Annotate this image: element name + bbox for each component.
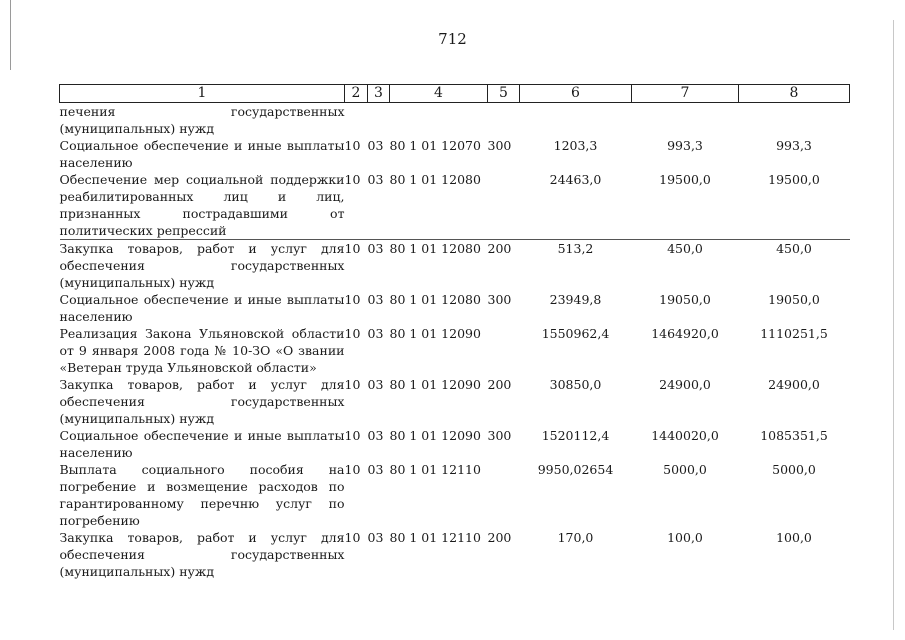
cell-amount-7: 993,3 xyxy=(667,138,703,153)
cell-amount-7: 24900,0 xyxy=(659,377,711,392)
cell-subsection: 03 xyxy=(367,241,384,256)
cell-section: 10 xyxy=(344,377,361,392)
table-row xyxy=(60,325,850,376)
cell-subsection: 03 xyxy=(367,138,384,153)
scan-border-right xyxy=(893,20,894,630)
cell-amount-6: 513,2 xyxy=(557,241,594,256)
cell-expense-type: 200 xyxy=(487,377,512,392)
cell-amount-8: 19050,0 xyxy=(768,292,820,307)
cell-subsection: 03 xyxy=(368,171,390,240)
row-description: Закупка товаров, работ и услуг для обеспечения государственных (муниципальных) нужд xyxy=(59,530,345,579)
cell-amount-7: 5000,0 xyxy=(663,462,707,477)
cell-target-code: 80 1 01 12080 xyxy=(389,241,481,256)
cell-target-code: 80 1 01 12070 xyxy=(389,138,481,153)
cell-target-code: 80 1 01 12080 xyxy=(389,292,481,307)
row-description: Реализация Закона Ульяновской области от 9 января 2008 года № 10-ЗО «О звании «Ветеран труда Ульяновской области» xyxy=(59,326,345,375)
cell-amount-7: 19500,0 xyxy=(632,171,739,240)
cell-amount-6: 1550962,4 xyxy=(541,326,610,341)
cell-subsection: 03 xyxy=(367,377,384,392)
cell-amount-8 xyxy=(739,103,850,138)
column-header: 4 xyxy=(390,85,488,103)
cell-target-code: 80 1 01 12090 xyxy=(389,428,481,443)
cell-amount-8: 993,3 xyxy=(776,138,812,153)
cell-expense-type: 200 xyxy=(487,241,512,256)
column-header: 2 xyxy=(345,85,368,103)
cell-amount-8: 19500,0 xyxy=(739,171,850,240)
cell-subsection xyxy=(368,103,390,138)
row-description: печения государственных (муниципальных) нужд xyxy=(59,104,345,136)
scan-border-left xyxy=(10,0,11,70)
cell-section: 10 xyxy=(344,462,361,477)
row-description: Закупка товаров, работ и услуг для обеспечения государственных (муниципальных) нужд xyxy=(59,377,345,426)
row-description: Обеспечение мер социальной поддержки реабилитированных лиц и лиц, признанных пострадавшими от политических репрессий xyxy=(59,172,345,238)
column-header: 1 xyxy=(60,85,345,103)
table-row xyxy=(60,171,850,240)
column-header: 5 xyxy=(488,85,520,103)
cell-amount-8: 5000,0 xyxy=(772,462,816,477)
cell-expense-type xyxy=(488,103,520,138)
table-row xyxy=(60,137,850,171)
row-description: Закупка товаров, работ и услуг для обеспечения государственных (муниципальных) нужд xyxy=(59,241,345,290)
cell-section: 10 xyxy=(345,171,368,240)
cell-section: 10 xyxy=(344,428,361,443)
table-row xyxy=(60,376,850,427)
table-row xyxy=(60,240,850,292)
row-description: Социальное обеспечение и иные выплаты населению xyxy=(59,138,345,170)
cell-subsection: 03 xyxy=(367,530,384,545)
cell-subsection: 03 xyxy=(367,326,384,341)
cell-expense-type xyxy=(488,171,520,240)
cell-amount-7: 100,0 xyxy=(667,530,703,545)
table-row xyxy=(60,461,850,529)
cell-target-code: 80 1 01 12110 xyxy=(389,530,481,545)
cell-target-code: 80 1 01 12090 xyxy=(389,377,481,392)
cell-target-code: 80 1 01 12080 xyxy=(390,171,488,240)
cell-amount-7: 1464920,0 xyxy=(651,326,719,341)
cell-amount-6 xyxy=(520,103,632,138)
cell-amount-7 xyxy=(632,103,739,138)
row-description: Социальное обеспечение и иные выплаты населению xyxy=(59,428,345,460)
cell-section: 10 xyxy=(344,326,361,341)
cell-amount-8: 1110251,5 xyxy=(760,326,828,341)
cell-amount-8: 100,0 xyxy=(776,530,812,545)
cell-amount-7: 19050,0 xyxy=(659,292,711,307)
cell-target-code: 80 1 01 12090 xyxy=(389,326,481,341)
cell-amount-6: 30850,0 xyxy=(549,377,602,392)
column-header: 6 xyxy=(520,85,632,103)
cell-expense-type xyxy=(488,461,520,529)
cell-expense-type: 300 xyxy=(487,428,512,443)
column-header: 8 xyxy=(739,85,850,103)
cell-amount-7: 1440020,0 xyxy=(651,428,719,443)
column-header: 7 xyxy=(632,85,739,103)
table-row xyxy=(60,291,850,325)
table-row xyxy=(60,103,850,138)
cell-section: 10 xyxy=(344,292,361,307)
cell-amount-6: 1520112,4 xyxy=(541,428,610,443)
cell-expense-type: 200 xyxy=(487,530,512,545)
cell-amount-7: 450,0 xyxy=(667,241,703,256)
cell-amount-8: 24900,0 xyxy=(768,377,820,392)
table-header-row xyxy=(60,85,850,103)
cell-amount-6: 9950,02654 xyxy=(537,462,614,477)
row-description: Социальное обеспечение и иные выплаты населению xyxy=(59,292,345,324)
cell-expense-type: 300 xyxy=(487,292,512,307)
cell-expense-type xyxy=(488,325,520,376)
cell-section: 10 xyxy=(344,241,361,256)
cell-amount-8: 450,0 xyxy=(776,241,812,256)
column-header: 3 xyxy=(368,85,390,103)
table-row xyxy=(60,427,850,461)
row-description: Выплата социального пособия на погребение и возмещение расходов по гарантированному перечню услуг по погребению xyxy=(59,462,345,528)
cell-expense-type: 300 xyxy=(487,138,512,153)
budget-table xyxy=(59,84,850,580)
cell-amount-6: 170,0 xyxy=(557,530,594,545)
page-number: 712 xyxy=(438,30,467,48)
cell-amount-6: 1203,3 xyxy=(553,138,598,153)
cell-subsection: 03 xyxy=(367,462,384,477)
cell-section: 10 xyxy=(344,138,361,153)
cell-subsection: 03 xyxy=(367,292,384,307)
cell-subsection: 03 xyxy=(367,428,384,443)
cell-section: 10 xyxy=(344,530,361,545)
cell-section xyxy=(345,103,368,138)
cell-amount-6: 24463,0 xyxy=(520,171,632,240)
cell-amount-6: 23949,8 xyxy=(549,292,602,307)
cell-target-code xyxy=(390,103,488,138)
cell-target-code: 80 1 01 12110 xyxy=(389,462,481,477)
table-row xyxy=(60,529,850,580)
cell-amount-8: 1085351,5 xyxy=(760,428,828,443)
